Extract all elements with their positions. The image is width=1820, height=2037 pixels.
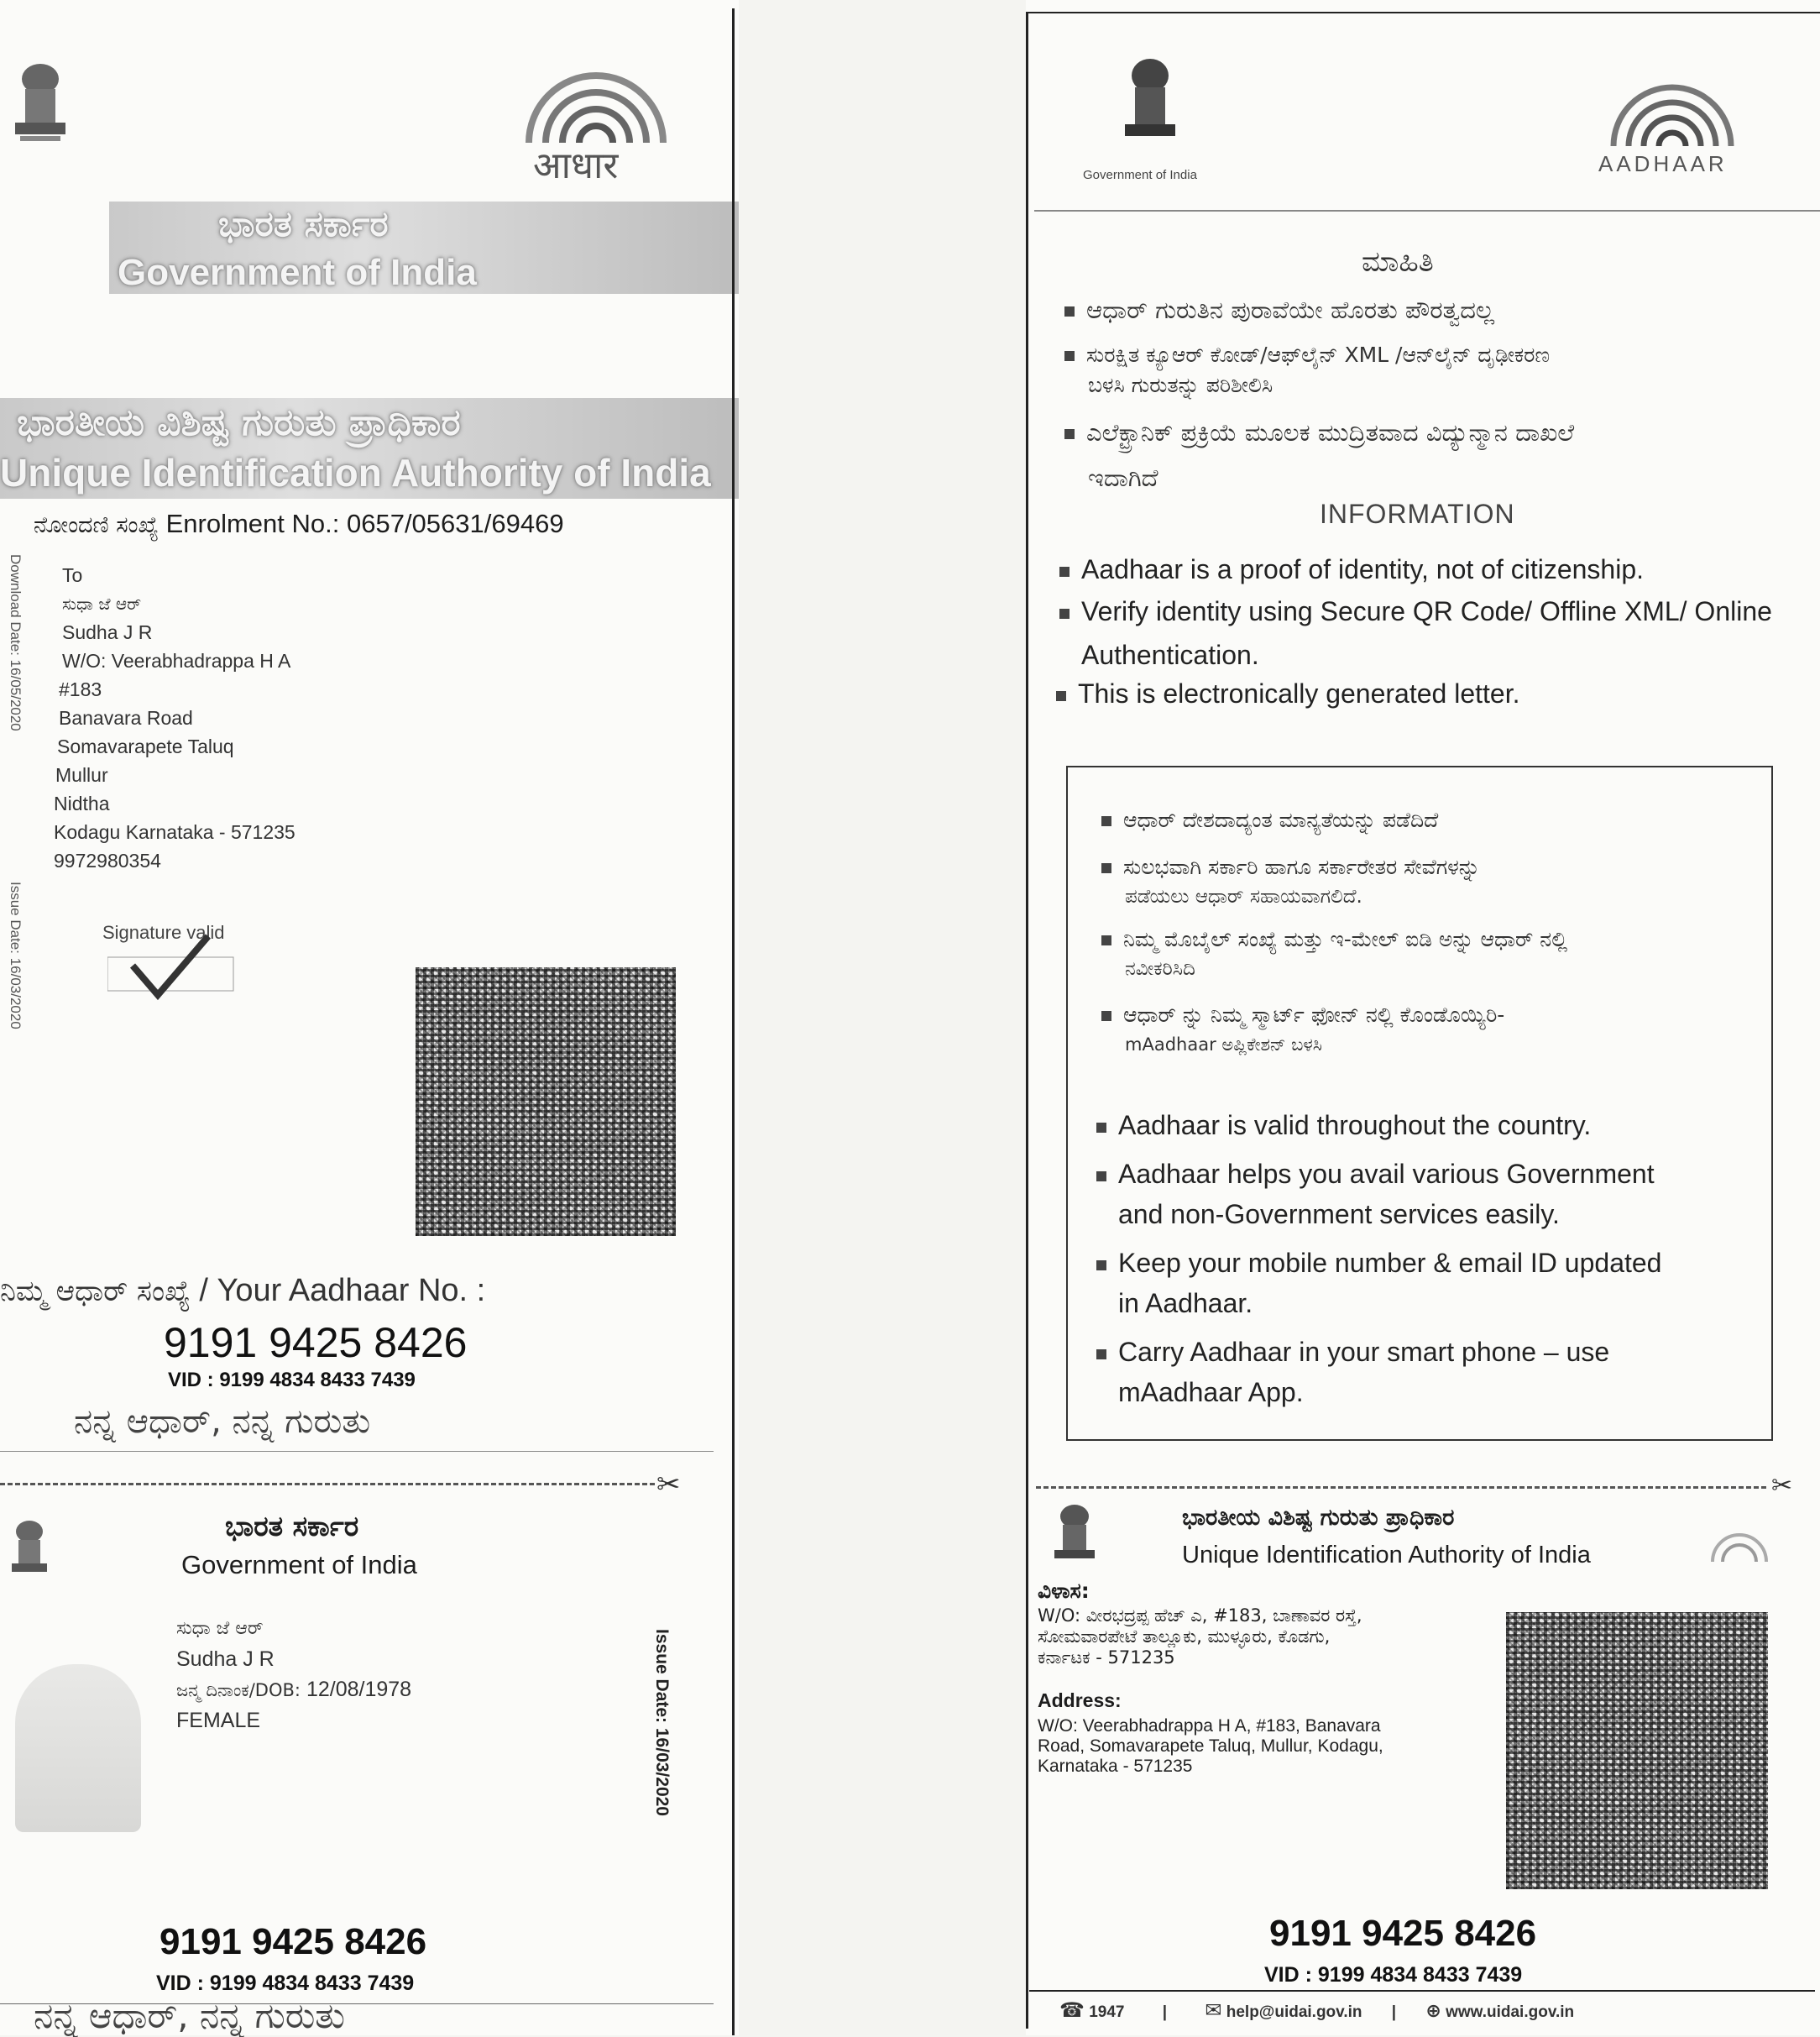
box-kn-4 bbox=[1101, 927, 1567, 952]
back-aadhaar-logo-icon bbox=[1706, 1520, 1773, 1570]
address-name-kannada: ಸುಧಾ ಜೆ ಆರ್ bbox=[62, 594, 142, 614]
bullet-icon bbox=[1064, 351, 1075, 361]
bullet-icon bbox=[1101, 863, 1111, 873]
phone-icon: ☎ bbox=[1059, 1999, 1085, 2022]
box-kn-3 bbox=[1125, 885, 1362, 908]
your-aadhaar-line bbox=[0, 1273, 485, 1309]
bullet-icon bbox=[1059, 609, 1070, 619]
info-kn-4 bbox=[1064, 418, 1574, 448]
back-address-en bbox=[1038, 1716, 1383, 1777]
right-gov-label: Government of India bbox=[1083, 168, 1197, 182]
info-en-3-text: Authentication. bbox=[1081, 640, 1259, 670]
box-en-1 bbox=[1096, 1110, 1591, 1141]
bullet-icon bbox=[1096, 1349, 1106, 1359]
box-kn-1 bbox=[1101, 808, 1438, 833]
back-address-en-3: Karnataka - 571235 bbox=[1038, 1757, 1193, 1776]
bullet-icon bbox=[1101, 1011, 1111, 1021]
box-kn-4-text: ನಿಮ್ಮ ಮೊಬೈಲ್ ಸಂಖ್ಯೆ ಮತ್ತು ಇ-ಮೇಲ್ ಐಡಿ ಅನ್ನು ಆಧಾರ್ ನಲ್ಲಿ bbox=[1123, 927, 1568, 951]
card-aadhaar-number: 9191 9425 8426 bbox=[160, 1921, 427, 1962]
footer bbox=[1059, 1998, 1807, 2023]
box-kn-5-text: ನವೀಕರಿಸಿದಿ bbox=[1125, 958, 1195, 980]
bullet-icon bbox=[1101, 816, 1111, 826]
right-scissors-icon: ✂ bbox=[1771, 1472, 1793, 1500]
band-uidai-english: Unique Identification Authority of India bbox=[0, 451, 711, 495]
info-kn-5-text: ಇದಾಗಿದೆ bbox=[1088, 463, 1158, 492]
back-vid-number: VID : 9199 4834 8433 7439 bbox=[1264, 1963, 1523, 1987]
card-motto-kannada: ನನ್ನ ಆಧಾರ್, ನನ್ನ ಗುರುತು bbox=[34, 1995, 345, 2036]
card-gov-english: Government of India bbox=[181, 1550, 417, 1579]
box-kn-2-text: ಸುಲಭವಾಗಿ ಸರ್ಕಾರಿ ಹಾಗೂ ಸರ್ಕಾರೇತರ ಸೇವೆಗಳನ್ನು bbox=[1123, 855, 1481, 879]
card-photo-placeholder bbox=[15, 1664, 141, 1832]
info-en-4 bbox=[1056, 678, 1519, 710]
address-phone: 9972980354 bbox=[54, 850, 161, 872]
info-en-4-text: This is electronically generated letter. bbox=[1078, 678, 1520, 709]
enrolment-number: 0657/05631/69469 bbox=[346, 509, 564, 538]
download-date-side: Download Date: 16/05/2020 bbox=[8, 554, 24, 731]
back-qr-code bbox=[1506, 1612, 1768, 1889]
bullet-icon bbox=[1096, 1260, 1106, 1270]
your-aadhaar-label: / Your Aadhaar No. : bbox=[199, 1273, 486, 1308]
info-kn-3-text: ಬಳಸಿ ಗುರುತನ್ನು ಪರಿಶೀಲಿಸಿ bbox=[1088, 373, 1273, 397]
address-taluq: Somavarapete Taluq bbox=[57, 736, 234, 757]
card-vid-number: VID : 9199 4834 8433 7439 bbox=[156, 1972, 415, 1995]
email-icon: ✉ bbox=[1205, 1999, 1222, 2022]
left-sheet-edge bbox=[732, 8, 735, 2035]
box-en-4-text: Keep your mobile number & email ID updated bbox=[1118, 1248, 1662, 1278]
address-name: Sudha J R bbox=[62, 621, 153, 643]
right-sheet-top-edge bbox=[1026, 12, 1820, 13]
back-emblem-icon bbox=[1049, 1500, 1100, 1570]
card-dob-line bbox=[176, 1674, 411, 1705]
info-kn-2-text: ಸುರಕ್ಷಿತ ಕ್ಯೂಆರ್ ಕೋಡ್/ಆಫ್‌ಲೈನ್ XML /ಆನ್‌ಲೈನ್ ದೃಢೀಕರಣ bbox=[1086, 343, 1551, 367]
info-kn-5 bbox=[1088, 463, 1158, 493]
globe-icon: ⊕ bbox=[1425, 2000, 1441, 2021]
address-state: Kodagu Karnataka - 571235 bbox=[54, 821, 295, 843]
footer-web: www.uidai.gov.in bbox=[1446, 2003, 1575, 2021]
signature-label: Signature valid bbox=[102, 922, 225, 943]
aadhaar-number: 9191 9425 8426 bbox=[164, 1319, 468, 1366]
address-road: Banavara Road bbox=[59, 707, 193, 729]
back-address-kn-3: ಕರ್ನಾಟಕ - 571235 bbox=[1038, 1647, 1175, 1668]
your-aadhaar-kannada: ನಿಮ್ಮ ಆಧಾರ್ ಸಂಖ್ಯೆ bbox=[0, 1275, 191, 1308]
info-en-2-text: Verify identity using Secure QR Code/ Offline XML/ Online bbox=[1081, 596, 1772, 626]
info-kn-title: ಮಾಹಿತಿ bbox=[1362, 245, 1434, 279]
bullet-icon bbox=[1096, 1171, 1106, 1181]
back-address-en-1: W/O: Veerabhadrappa H A, #183, Banavara bbox=[1038, 1716, 1381, 1736]
box-en-5 bbox=[1118, 1288, 1253, 1319]
back-uidai-english: Unique Identification Authority of India bbox=[1182, 1542, 1591, 1568]
box-en-2-text: Aadhaar helps you avail various Government bbox=[1118, 1159, 1655, 1189]
box-en-3-text: and non-Government services easily. bbox=[1118, 1199, 1560, 1229]
card-name: Sudha J R bbox=[176, 1647, 275, 1671]
card-dob: 12/08/1978 bbox=[306, 1678, 412, 1701]
info-en-1 bbox=[1059, 554, 1644, 585]
aadhaar-fingerprint-logo-icon bbox=[512, 59, 680, 151]
motto-kannada: ನನ್ನ ಆಧಾರ್, ನನ್ನ ಗುರುತು bbox=[74, 1402, 371, 1441]
band-gov-english: Government of India bbox=[118, 252, 477, 293]
box-kn-3-text: ಪಡೆಯಲು ಆಧಾರ್ ಸಹಾಯವಾಗಲಿದೆ. bbox=[1125, 886, 1362, 908]
box-en-4 bbox=[1096, 1248, 1661, 1279]
signature-check-icon bbox=[107, 932, 242, 1008]
card-dob-label: ಜನ್ಮ ದಿನಾಂಕ/DOB: bbox=[176, 1680, 301, 1700]
aadhaar-hindi-logo-text: आधार bbox=[533, 144, 619, 187]
box-en-5-text: in Aadhaar. bbox=[1118, 1288, 1253, 1318]
bullet-icon bbox=[1059, 567, 1070, 577]
back-address-kn-1: W/O: ವೀರಭದ್ರಪ್ಪ ಹೆಚ್ ಎ, #183, ಬಾಣಾವರ ರಸ್ತೆ, bbox=[1038, 1605, 1362, 1626]
bullet-icon bbox=[1101, 935, 1111, 945]
scissors-icon: ✂ bbox=[656, 1469, 681, 1500]
info-kn-1-text: ಆಧಾರ್ ಗುರುತಿನ ಪುರಾವೆಯೇ ಹೊರತು ಪೌರತ್ವದಲ್ಲ bbox=[1086, 296, 1495, 324]
box-kn-1-text: ಆಧಾರ್ ದೇಶದಾದ್ಯಂತ ಮಾನ್ಯತೆಯನ್ನು ಪಡೆದಿದೆ bbox=[1123, 808, 1439, 832]
info-kn-2 bbox=[1064, 343, 1550, 368]
bullet-icon bbox=[1064, 429, 1075, 439]
vid-number: VID : 9199 4834 8433 7439 bbox=[168, 1369, 416, 1391]
box-kn-6 bbox=[1101, 1003, 1504, 1028]
right-sheet bbox=[1026, 0, 1820, 2035]
info-kn-1 bbox=[1064, 296, 1494, 325]
address-house: #183 bbox=[59, 678, 102, 700]
box-en-7 bbox=[1118, 1377, 1304, 1408]
footer-email: help@uidai.gov.in bbox=[1226, 2003, 1362, 2021]
enrolment-kannada: ನೋಂದಣಿ ಸಂಖ್ಯೆ bbox=[34, 512, 159, 538]
right-aadhaar-logo-icon bbox=[1597, 72, 1748, 148]
back-aadhaar-number: 9191 9425 8426 bbox=[1269, 1913, 1537, 1954]
footer-phone: 1947 bbox=[1089, 2003, 1125, 2021]
footer-separator: | bbox=[1391, 2003, 1397, 2021]
card-name-kannada: ಸುಧಾ ಜೆ ಆರ್ bbox=[176, 1618, 264, 1639]
box-kn-5 bbox=[1125, 957, 1195, 980]
address-wo: W/O: Veerabhadrappa H A bbox=[62, 650, 291, 672]
info-en-1-text: Aadhaar is a proof of identity, not of citizenship. bbox=[1081, 554, 1645, 584]
cut-line-left bbox=[0, 1483, 655, 1485]
footer-rule bbox=[1029, 1990, 1815, 1992]
info-en-2 bbox=[1059, 596, 1772, 627]
right-aadhaar-logo-text: AADHAAR bbox=[1598, 151, 1728, 176]
box-kn-7 bbox=[1125, 1034, 1322, 1055]
card-issue-date: Issue Date: 16/03/2020 bbox=[652, 1629, 672, 1816]
box-en-3 bbox=[1118, 1199, 1560, 1230]
issue-date-side: Issue Date: 16/03/2020 bbox=[8, 882, 24, 1029]
band-gov-kannada: ಭಾರತ ಸರ್ಕಾರ bbox=[218, 203, 389, 244]
bullet-icon bbox=[1096, 1123, 1106, 1133]
box-kn-7-text: mAadhaar ಅಪ್ಲಿಕೇಶನ್ ಬಳಸಿ bbox=[1125, 1034, 1322, 1055]
footer-separator: | bbox=[1162, 2003, 1168, 2021]
box-en-7-text: mAadhaar App. bbox=[1118, 1377, 1304, 1407]
card-details bbox=[176, 1614, 411, 1736]
recipient-address bbox=[54, 561, 295, 875]
header-rule bbox=[1034, 210, 1820, 212]
card-gender: FEMALE bbox=[176, 1709, 261, 1732]
back-address-en-2: Road, Somavarapete Taluq, Mullur, Kodagu, bbox=[1038, 1736, 1383, 1756]
band-uidai-kannada: ಭಾರತೀಯ ವಿಶಿಷ್ಟ ಗುರುತು ಪ್ರಾಧಿಕಾರ bbox=[17, 401, 461, 444]
qr-code bbox=[416, 967, 676, 1236]
cut-line-right bbox=[1036, 1486, 1766, 1489]
info-kn-3 bbox=[1088, 373, 1273, 398]
box-kn-2 bbox=[1101, 855, 1480, 880]
bullet-icon bbox=[1056, 691, 1066, 701]
info-en-3 bbox=[1081, 640, 1259, 671]
info-kn-4-text: ಎಲೆಕ್ಟ್ರಾನಿಕ್ ಪ್ರಕ್ರಿಯೆ ಮೂಲಕ ಮುದ್ರಿತವಾದ ವಿದ್ಯುನ್ಮಾನ ದಾಖಲೆ bbox=[1086, 418, 1575, 447]
box-en-6 bbox=[1096, 1337, 1609, 1368]
card-emblem-icon bbox=[7, 1516, 52, 1584]
box-en-1-text: Aadhaar is valid throughout the country. bbox=[1118, 1110, 1592, 1140]
right-sheet-left-edge bbox=[1026, 13, 1028, 2029]
back-uidai-kannada: ಭಾರತೀಯ ವಿಶಿಷ್ಟ ಗುರುತು ಪ್ರಾಧಿಕಾರ bbox=[1182, 1505, 1455, 1531]
enrolment-label: Enrolment No.: bbox=[165, 509, 340, 538]
address-village: Mullur bbox=[55, 764, 108, 786]
back-address-kn-label: ವಿಳಾಸ: bbox=[1038, 1579, 1090, 1603]
box-en-2 bbox=[1096, 1159, 1655, 1190]
back-address-label: Address: bbox=[1038, 1689, 1122, 1711]
address-to: To bbox=[62, 564, 83, 586]
right-emblem-icon bbox=[1117, 50, 1184, 160]
back-address-kn bbox=[1038, 1605, 1362, 1668]
address-locality: Nidtha bbox=[54, 793, 110, 814]
left-sheet bbox=[0, 0, 739, 2035]
box-kn-6-text: ಆಧಾರ್ ನ್ನು ನಿಮ್ಮ ಸ್ಮಾರ್ಟ್ ಫೋನ್ ನಲ್ಲಿ ಕೊಂಡೊಯ್ಯಿರಿ- bbox=[1123, 1003, 1505, 1027]
enrolment-line bbox=[34, 509, 564, 539]
card-top-rule bbox=[0, 1451, 714, 1452]
card-gov-kannada: ಭಾರತ ಸರ್ಕಾರ bbox=[225, 1510, 359, 1542]
info-title: INFORMATION bbox=[1320, 499, 1515, 529]
bullet-icon bbox=[1064, 306, 1075, 317]
box-en-6-text: Carry Aadhaar in your smart phone – use bbox=[1118, 1337, 1610, 1367]
back-address-kn-2: ಸೋಮವಾರಪೇಟೆ ತಾಲ್ಲೂಕು, ಮುಳ್ಳೂರು, ಕೊಡಗು, bbox=[1038, 1626, 1331, 1647]
national-emblem-icon bbox=[5, 55, 76, 156]
